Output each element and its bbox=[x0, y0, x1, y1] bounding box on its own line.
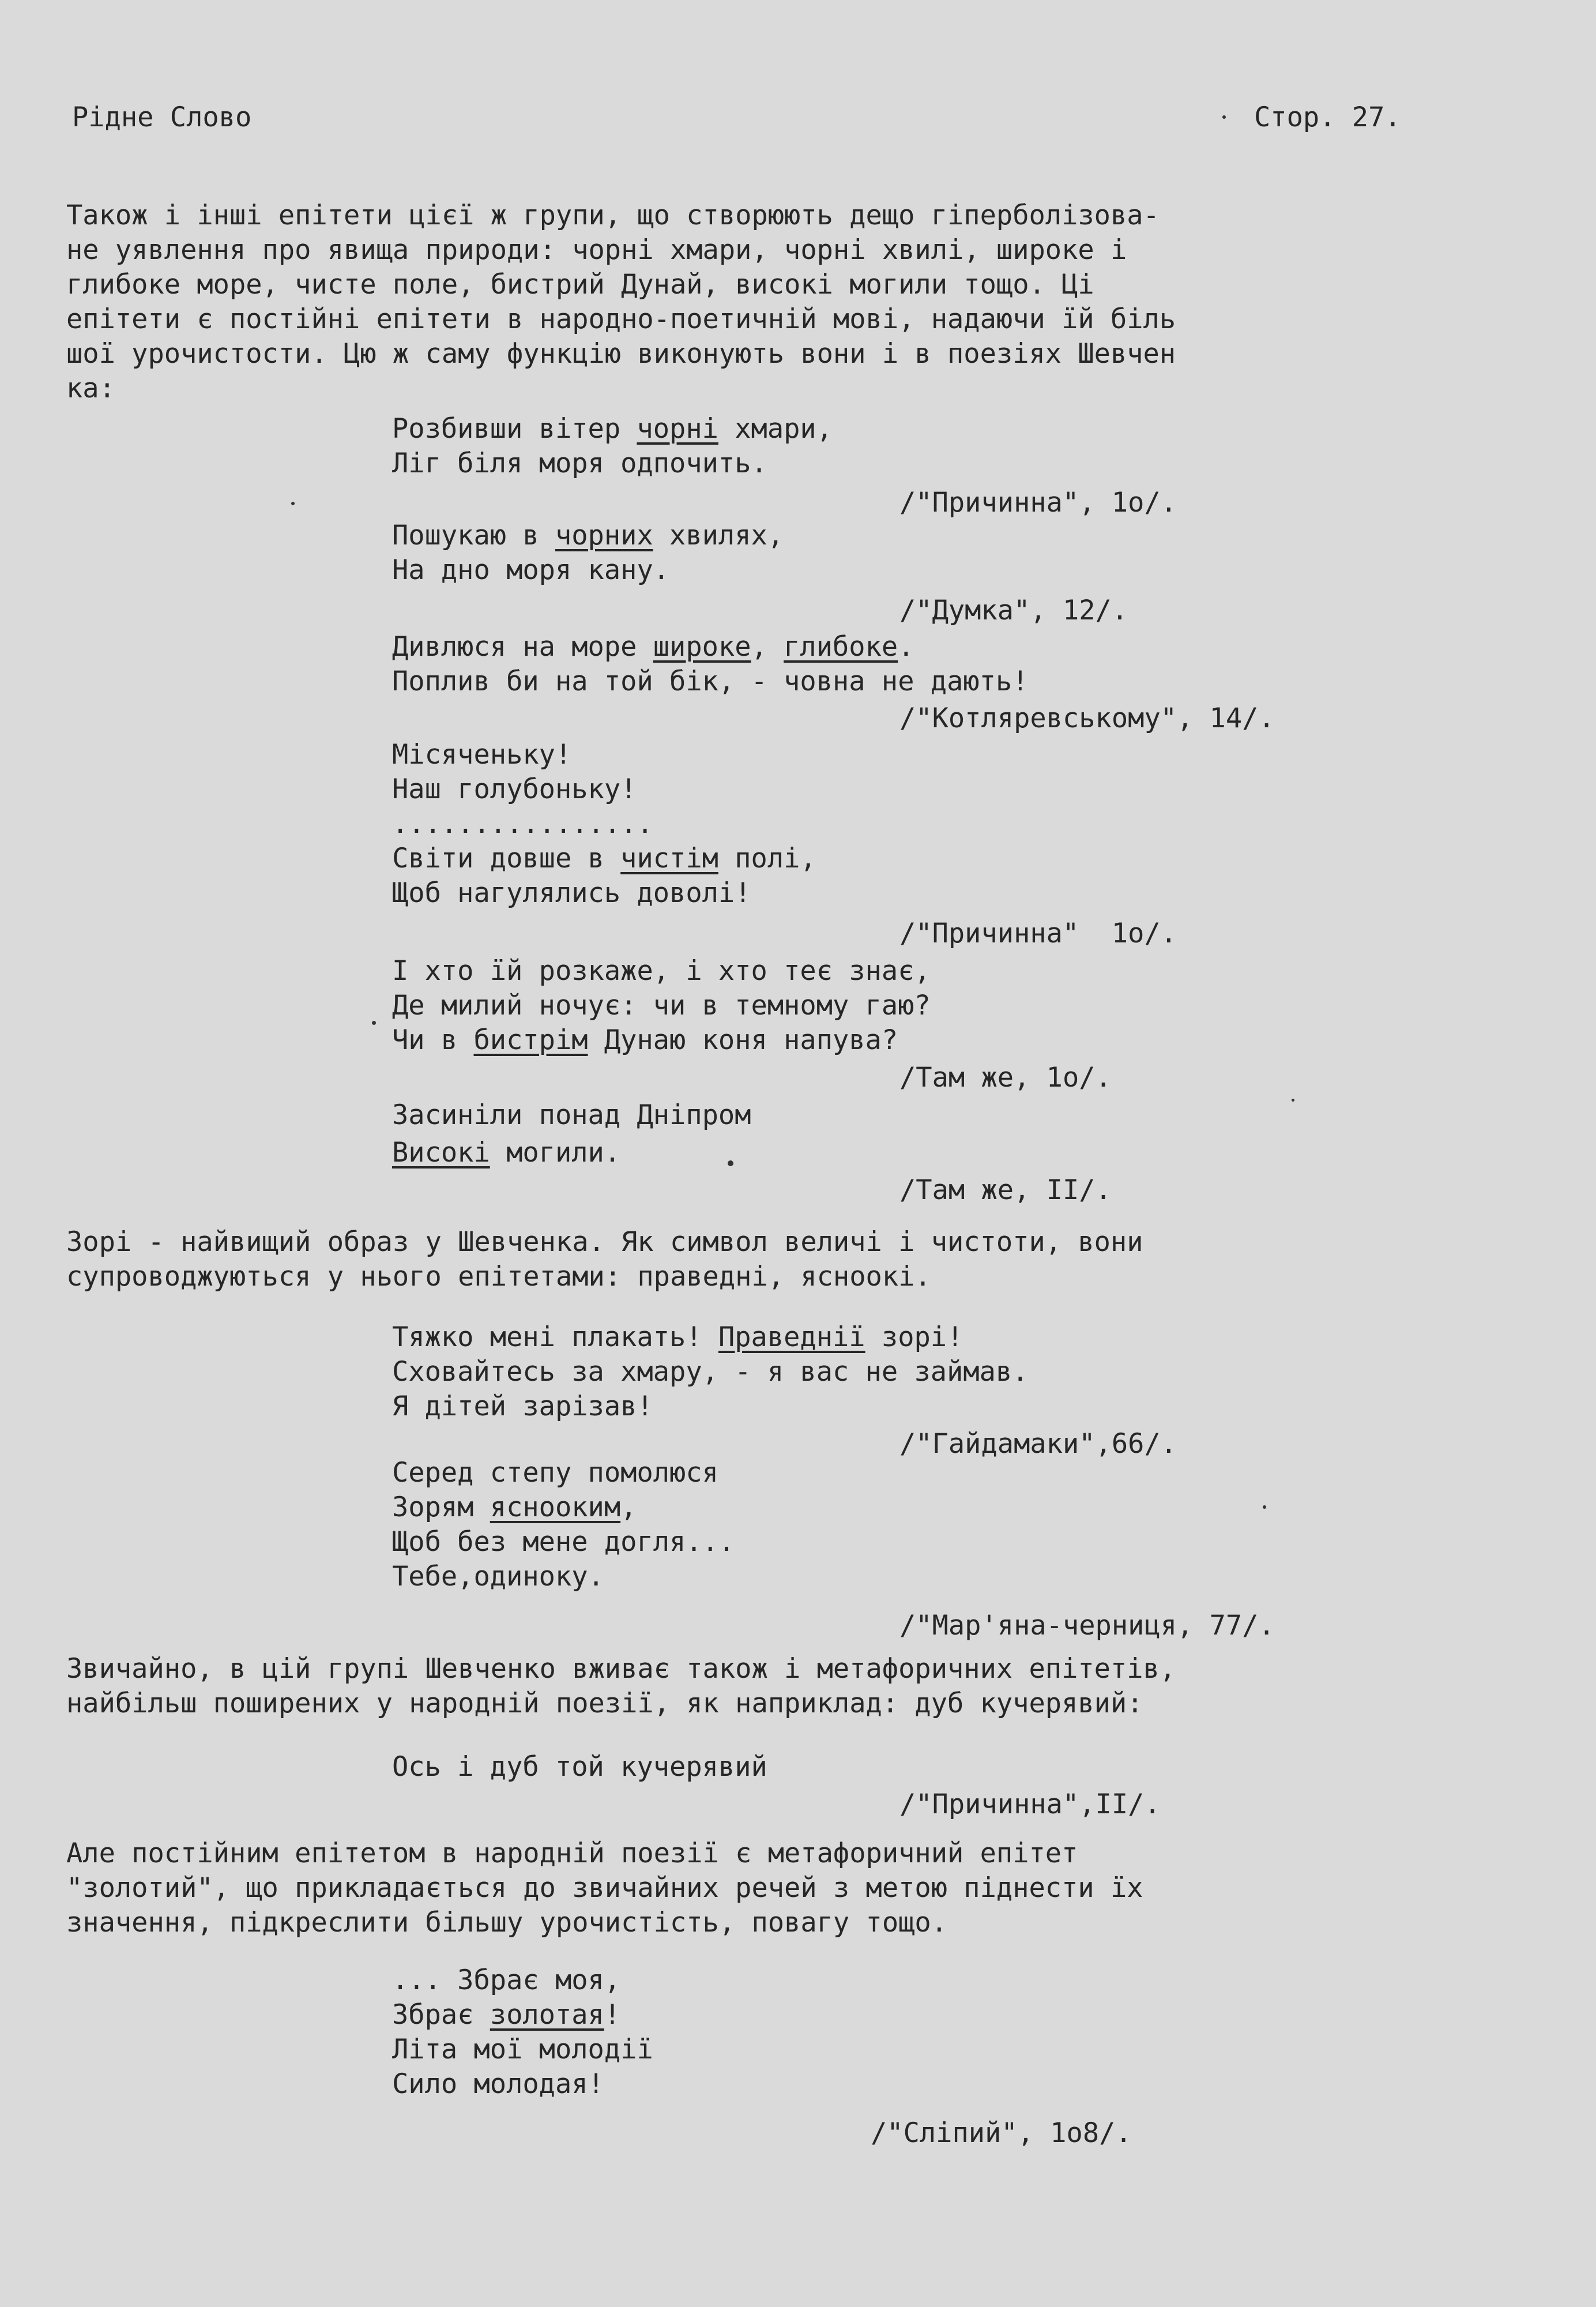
source-citation bbox=[899, 597, 1128, 624]
text-fragment: хмари, bbox=[718, 413, 833, 445]
text-fragment: /"Мар'яна-черниця, 77/. bbox=[899, 1610, 1275, 1641]
text-fragment: Також і інші епітети цієї ж групи, що створюють дещо гіперболізова- bbox=[66, 200, 1160, 231]
text-fragment: Розбивши вітер bbox=[392, 413, 637, 445]
source-citation bbox=[899, 1612, 1275, 1639]
source-citation bbox=[899, 1428, 1177, 1460]
text-fragment: /"Причинна",ІІ/. bbox=[899, 1789, 1161, 1820]
text-fragment: Світи довше в bbox=[392, 843, 621, 874]
text-fragment: "золотий", що прикладається до звичайних речей з метою піднести їх bbox=[66, 1872, 1143, 1904]
text-fragment: І хто їй розкаже, і хто теє знає, bbox=[392, 955, 931, 987]
source-citation bbox=[899, 489, 1177, 516]
text-fragment: Ліг біля моря одпочить. bbox=[392, 448, 767, 479]
source-citation bbox=[899, 920, 1177, 947]
underlined-epithet: Праведнії bbox=[718, 1321, 865, 1353]
ink-speck bbox=[1222, 115, 1226, 119]
verse-line bbox=[392, 1393, 653, 1420]
verse-line bbox=[392, 957, 931, 985]
prose-line bbox=[66, 1263, 931, 1290]
underlined-epithet: чорні bbox=[637, 413, 718, 445]
underlined-epithet: широке bbox=[653, 631, 751, 663]
text-fragment: Серед степу помолюся bbox=[392, 1457, 718, 1489]
underlined-epithet: яснооким bbox=[490, 1491, 621, 1523]
verse-line bbox=[392, 2036, 653, 2063]
text-fragment: /"Сліпий", 1о8/. bbox=[871, 2117, 1132, 2149]
text-fragment: Тебе,одиноку. bbox=[392, 1561, 604, 1592]
text-fragment: найбільш поширених у народній поезії, як наприклад: дуб кучерявий: bbox=[66, 1688, 1143, 1719]
text-fragment: ! bbox=[604, 1999, 621, 2031]
text-fragment: Але постійним епітетом в народній поезії є метафоричний епітет bbox=[66, 1838, 1078, 1869]
verse-line bbox=[392, 773, 637, 805]
text-fragment: /"Причинна" 1о/. bbox=[899, 918, 1177, 949]
underlined-epithet: бистрім bbox=[473, 1024, 588, 1056]
prose-line bbox=[66, 1690, 1143, 1717]
text-fragment: зорі! bbox=[865, 1321, 963, 1353]
text-fragment: , bbox=[620, 1491, 637, 1523]
underlined-epithet: золотая bbox=[490, 1999, 604, 2031]
prose-line bbox=[66, 375, 115, 402]
text-fragment: глибоке море, чисте поле, бистрий Дунай, високі могили тощо. Ці bbox=[66, 269, 1094, 300]
source-citation bbox=[899, 1062, 1112, 1094]
text-fragment: Дивлюся на море bbox=[392, 631, 653, 663]
text-fragment: Звичайно, в цій групі Шевченко вживає також і метафоричних епітетів, bbox=[66, 1653, 1176, 1685]
verse-line bbox=[392, 1356, 1029, 1388]
prose-line bbox=[66, 202, 1160, 229]
verse-line bbox=[392, 1321, 963, 1353]
source-citation bbox=[899, 1791, 1161, 1818]
text-fragment: Сило молодая! bbox=[392, 2068, 604, 2100]
text-fragment: Зорі - найвищий образ у Шевченка. Як символ величі і чистоти, вони bbox=[66, 1226, 1143, 1258]
text-fragment: /"Гайдамаки",66/. bbox=[899, 1428, 1177, 1460]
text-fragment: На дно моря кану. bbox=[392, 554, 670, 586]
underlined-epithet: глибоке bbox=[784, 631, 898, 663]
verse-line bbox=[392, 1024, 898, 1056]
verse-line bbox=[392, 2068, 604, 2100]
text-fragment: супроводжуються у нього епітетами: праведні, ясноокі. bbox=[66, 1261, 931, 1292]
text-fragment: епітети є постійні епітети в народно-поетичній мові, надаючи їй біль bbox=[66, 303, 1176, 335]
source-citation bbox=[871, 2117, 1132, 2149]
verse-line bbox=[392, 739, 572, 771]
page-number: Стор. 27. bbox=[1254, 102, 1401, 133]
prose-line bbox=[66, 1909, 947, 1936]
text-fragment: Засиніли понад Дніпром bbox=[392, 1099, 751, 1131]
text-fragment: /Там же, ІІ/. bbox=[899, 1174, 1112, 1206]
text-fragment: Збрає bbox=[392, 1999, 490, 2031]
verse-line bbox=[392, 1139, 620, 1166]
text-fragment: полі, bbox=[718, 843, 816, 874]
prose-line bbox=[66, 1840, 1078, 1867]
verse-line bbox=[392, 450, 767, 477]
ink-speck bbox=[372, 1021, 376, 1025]
header-title: Рідне Слово bbox=[72, 102, 252, 133]
prose-line bbox=[66, 338, 1176, 370]
verse-line bbox=[392, 992, 931, 1019]
ink-speck bbox=[1292, 1099, 1294, 1102]
text-fragment: Сховайтесь за хмару, - я вас не займав. bbox=[392, 1356, 1029, 1388]
text-fragment: Наш голубоньку! bbox=[392, 773, 637, 805]
text-fragment: Зорям bbox=[392, 1491, 490, 1523]
source-citation bbox=[899, 1174, 1112, 1206]
text-fragment: Дунаю коня напува? bbox=[588, 1024, 898, 1056]
text-fragment: , bbox=[751, 631, 784, 663]
verse-line bbox=[392, 1099, 751, 1131]
underlined-epithet: чистім bbox=[620, 843, 718, 874]
text-fragment: /Там же, 1о/. bbox=[899, 1062, 1112, 1094]
text-fragment: Щоб нагулялись доволі! bbox=[392, 877, 751, 909]
verse-line bbox=[392, 877, 751, 909]
verse-line bbox=[392, 1563, 604, 1590]
text-fragment: значення, підкреслити більшу урочистість, повагу тощо. bbox=[66, 1907, 948, 1938]
text-fragment: Поплив би на той бік, - човна не дають! bbox=[392, 666, 1029, 697]
text-fragment: /"Причинна", 1о/. bbox=[899, 487, 1177, 518]
source-citation bbox=[899, 702, 1275, 734]
verse-line bbox=[392, 1964, 621, 1996]
verse-line bbox=[392, 631, 914, 663]
text-fragment: ... Збрає моя, bbox=[392, 1964, 621, 1996]
text-fragment: шої урочистости. Цю ж саму функцію виконують вони і в поезіях Шевчен bbox=[66, 338, 1176, 370]
verse-line bbox=[392, 522, 784, 549]
prose-line bbox=[66, 271, 1094, 298]
text-fragment: хвилях, bbox=[653, 520, 784, 551]
prose-line bbox=[66, 1874, 1143, 1902]
ink-speck bbox=[728, 1160, 733, 1166]
underlined-epithet: Високі bbox=[392, 1137, 490, 1168]
prose-line bbox=[66, 1228, 1143, 1256]
text-fragment: не уявлення про явища природи: чорні хмари, чорні хвилі, широке і bbox=[66, 234, 1127, 266]
text-fragment: Пошукаю в bbox=[392, 520, 555, 551]
text-fragment: . bbox=[898, 631, 914, 663]
text-fragment: Ось і дуб той кучерявий bbox=[392, 1751, 767, 1783]
text-fragment: /"Котляревському", 14/. bbox=[899, 702, 1275, 734]
text-fragment: Щоб без мене догля... bbox=[392, 1526, 735, 1558]
verse-line bbox=[392, 1751, 767, 1783]
verse-line bbox=[392, 1491, 637, 1523]
prose-line bbox=[66, 303, 1176, 335]
verse-line bbox=[392, 1526, 735, 1558]
verse-line bbox=[392, 1457, 718, 1489]
text-fragment: Місяченьку! bbox=[392, 739, 572, 771]
text-fragment: /"Думка", 12/. bbox=[899, 595, 1128, 626]
verse-line bbox=[392, 554, 670, 586]
text-fragment: ................ bbox=[392, 808, 653, 840]
text-fragment: могили. bbox=[490, 1137, 621, 1168]
verse-line bbox=[392, 808, 653, 840]
underlined-epithet: чорних bbox=[555, 520, 653, 551]
text-fragment: Чи в bbox=[392, 1024, 474, 1056]
verse-line bbox=[392, 1999, 621, 2031]
text-fragment: ка: bbox=[66, 373, 115, 404]
text-fragment: Я дітей зарізав! bbox=[392, 1391, 653, 1422]
text-fragment: Де милий ночує: чи в темному гаю? bbox=[392, 990, 931, 1021]
text-fragment: Літа мої молодії bbox=[392, 2034, 653, 2065]
ink-speck bbox=[1263, 1505, 1266, 1509]
verse-line bbox=[392, 668, 1029, 695]
ink-speck bbox=[291, 502, 295, 505]
prose-line bbox=[66, 1653, 1176, 1685]
verse-line bbox=[392, 845, 816, 872]
verse-line bbox=[392, 413, 833, 445]
text-fragment: Тяжко мені плакать! bbox=[392, 1321, 718, 1353]
prose-line bbox=[66, 236, 1127, 264]
